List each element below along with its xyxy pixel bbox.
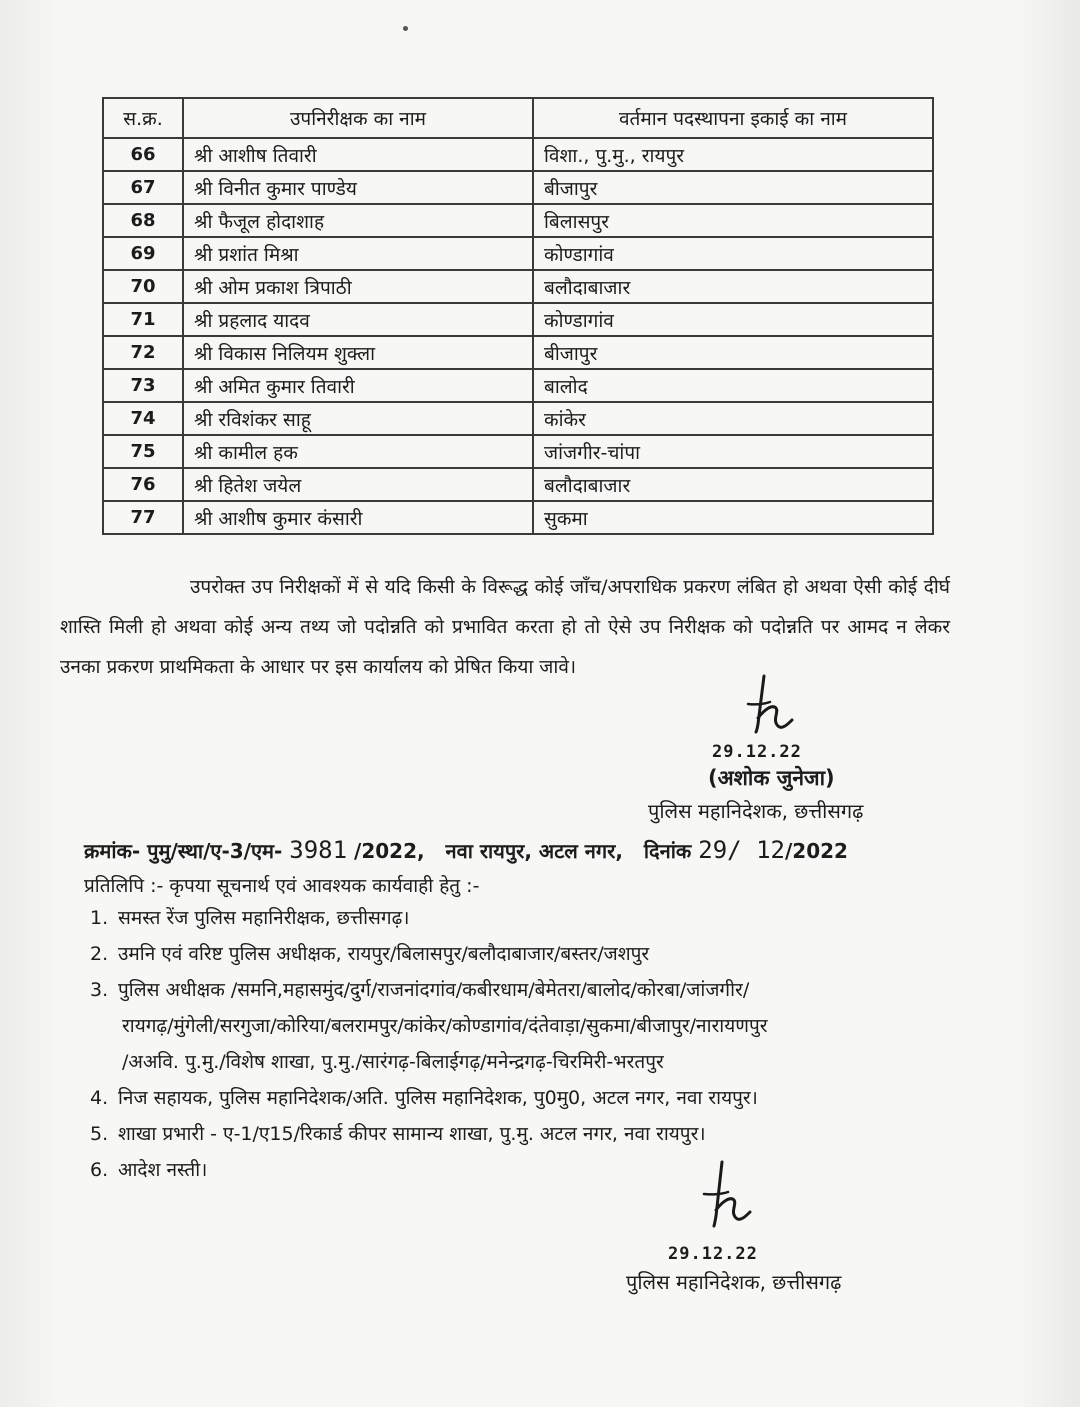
serial-cell: 70 [103, 270, 183, 303]
list-item-text: उमनि एवं वरिष्ट पुलिस अधीक्षक, रायपुर/बिलासपुर/बलौदाबाजार/बस्तर/जशपुर [118, 943, 650, 965]
list-item-number: 2. [90, 943, 109, 965]
list-item-text: शाखा प्रभारी - ए-1/ए15/रिकार्ड कीपर सामान्य शाखा, पु.मु. अटल नगर, नवा रायपुर। [118, 1123, 706, 1145]
signature-1-scribble [742, 674, 802, 736]
header-name: उपनिरीक्षक का नाम [183, 98, 533, 138]
posting-cell: कोण्डागांव [533, 237, 933, 270]
reference-prefix: क्रमांक- पुमु/स्था/ए-3/एम- [84, 839, 283, 863]
list-item-number: 5. [90, 1123, 109, 1145]
list-item-number: 1. [90, 907, 109, 929]
list-item-text: रायगढ़/मुंगेली/सरगुजा/कोरिया/बलरामपुर/कांकेर/कोण्डागांव/दंतेवाड़ा/सुकमा/बीजापुर/नारायणपुर [122, 1015, 768, 1037]
reference-place: नवा रायपुर, अटल नगर, [445, 839, 623, 863]
posting-cell: बलौदाबाजार [533, 270, 933, 303]
header-posting: वर्तमान पदस्थापना इकाई का नाम [533, 98, 933, 138]
signatory-designation-2: पुलिस महानिदेशक, छत्तीसगढ़ [626, 1270, 842, 1294]
posting-cell: बालोद [533, 369, 933, 402]
serial-cell: 77 [103, 501, 183, 534]
posting-cell: सुकमा [533, 501, 933, 534]
posting-cell: जांजगीर-चांपा [533, 435, 933, 468]
table-row [103, 270, 933, 303]
table-row [103, 303, 933, 336]
list-item [90, 900, 950, 936]
serial-cell: 71 [103, 303, 183, 336]
list-item-number: 3. [90, 979, 109, 1001]
list-item-text: पुलिस अधीक्षक /समनि,महासमुंद/दुर्ग/राजनांदगांव/कबीरधाम/बेमेतरा/बालोद/कोरबा/जांजगीर/ [118, 979, 750, 1001]
name-cell: श्री प्रहलाद यादव [183, 303, 533, 336]
table-header-row [103, 98, 933, 138]
table-row [103, 369, 933, 402]
name-cell: श्री हितेश जयेल [183, 468, 533, 501]
serial-cell: 67 [103, 171, 183, 204]
reference-date-year: /2022 [784, 839, 848, 863]
table-row [103, 468, 933, 501]
sub-inspector-table [102, 97, 934, 535]
table-row [103, 171, 933, 204]
serial-cell: 76 [103, 468, 183, 501]
serial-cell: 74 [103, 402, 183, 435]
table-row [103, 501, 933, 534]
table-row [103, 435, 933, 468]
list-item-text: समस्त रेंज पुलिस महानिरीक्षक, छत्तीसगढ़। [118, 907, 410, 929]
reference-date-month: / 12 [727, 836, 785, 864]
reference-year: /2022, [354, 839, 425, 863]
list-item [90, 1080, 950, 1116]
signatory-name: (अशोक जुनेजा) [708, 766, 835, 790]
table-row [103, 204, 933, 237]
list-item [90, 936, 950, 972]
serial-cell: 69 [103, 237, 183, 270]
posting-cell: बलौदाबाजार [533, 468, 933, 501]
speck-mark [403, 26, 408, 31]
list-item-text: आदेश नस्ती। [118, 1159, 208, 1181]
serial-cell: 75 [103, 435, 183, 468]
header-serial: स.क्र. [103, 98, 183, 138]
reference-date-day: 29 [698, 836, 728, 864]
serial-cell: 66 [103, 138, 183, 171]
name-cell: श्री आशीष कुमार कंसारी [183, 501, 533, 534]
recipient-list [90, 900, 950, 1188]
list-item-text: निज सहायक, पुलिस महानिदेशक/अति. पुलिस महानिदेशक, पु0मु0, अटल नगर, नवा रायपुर। [118, 1087, 758, 1109]
reference-number: 3981 [289, 836, 348, 864]
list-item [90, 1152, 950, 1188]
signatory-designation-1: पुलिस महानिदेशक, छत्तीसगढ़ [648, 799, 864, 823]
posting-cell: कांकेर [533, 402, 933, 435]
copy-to-line: प्रतिलिपि :- कृपया सूचनार्थ एवं आवश्यक कार्यवाही हेतु :- [84, 875, 480, 897]
name-cell: श्री अमित कुमार तिवारी [183, 369, 533, 402]
name-cell: श्री रविशंकर साहू [183, 402, 533, 435]
name-cell: श्री विकास निलियम शुक्ला [183, 336, 533, 369]
list-item-number: 4. [90, 1087, 109, 1109]
posting-cell: बीजापुर [533, 336, 933, 369]
list-item-number: 6. [90, 1159, 109, 1181]
serial-cell: 72 [103, 336, 183, 369]
name-cell: श्री प्रशांत मिश्रा [183, 237, 533, 270]
instruction-paragraph: उपरोक्त उप निरीक्षकों में से यदि किसी के विरूद्ध कोई जाँच/अपराधिक प्रकरण लंबित हो अथवा ऐसी कोई दीर्घ शास्ति मिली हो अथवा कोई अन्य तथ्य जो पदोन्नति को प्रभावित करता हो तो ऐसे उप निरीक्षक को पदोन्नति पर आमद न लेकर उनका प्रकरण प्राथमिकता के आधार पर इस कार्यालय को प्रेषित किया जावे। [60, 576, 950, 678]
list-item-text: /अअवि. पु.मु./विशेष शाखा, पु.मु./सारंगढ़-बिलाईगढ़/मनेन्द्रगढ़-चिरमिरी-भरतपुर [122, 1051, 664, 1073]
posting-cell: बीजापुर [533, 171, 933, 204]
list-item [90, 1116, 950, 1152]
signature-2-date: 29.12.22 [668, 1244, 758, 1264]
table-row [103, 138, 933, 171]
table-row [103, 237, 933, 270]
reference-date-label: दिनांक [643, 839, 692, 863]
posting-cell: विशा., पु.मु., रायपुर [533, 138, 933, 171]
name-cell: श्री आशीष तिवारी [183, 138, 533, 171]
posting-cell: कोण्डागांव [533, 303, 933, 336]
name-cell: श्री विनीत कुमार पाण्डेय [183, 171, 533, 204]
posting-cell: बिलासपुर [533, 204, 933, 237]
table-row [103, 402, 933, 435]
signature-1-date: 29.12.22 [712, 742, 802, 762]
name-cell: श्री कामील हक [183, 435, 533, 468]
table-row [103, 336, 933, 369]
name-cell: श्री ओम प्रकाश त्रिपाठी [183, 270, 533, 303]
list-item [90, 972, 950, 1080]
signature-2-scribble [698, 1160, 758, 1230]
reference-line [84, 836, 944, 864]
name-cell: श्री फैजूल होदाशाह [183, 204, 533, 237]
serial-cell: 73 [103, 369, 183, 402]
serial-cell: 68 [103, 204, 183, 237]
